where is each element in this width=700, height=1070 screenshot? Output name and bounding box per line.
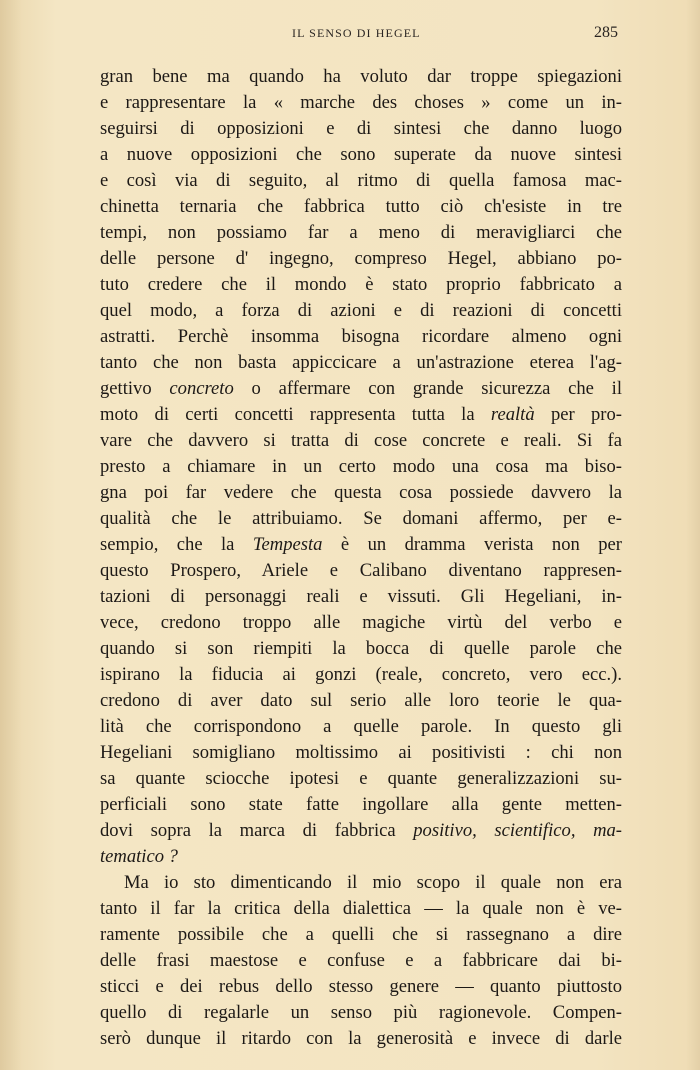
- text-line: a nuove opposizioni che sono superate da nuove sintesi: [100, 144, 622, 165]
- italic-text-run: tematico ?: [100, 846, 178, 867]
- text-line: lità che corrispondono a quelle parole. In questo gli: [100, 716, 622, 737]
- text-line: tempi, non possiamo far a meno di meravigliarci che: [100, 222, 622, 243]
- text-line: sticci e dei rebus dello stesso genere — quanto piuttosto: [100, 976, 622, 997]
- text-line: [100, 818, 622, 844]
- text-line: tanto il far la critica della dialettica — la quale non è ve-: [100, 898, 622, 919]
- text-line: serò dunque il ritardo con la generosità e invece di darle: [100, 1028, 622, 1049]
- page-right-edge-shading: [686, 0, 700, 1070]
- text-line: Hegeliani somigliano moltissimo ai positivisti : chi non: [100, 742, 622, 763]
- text-line: gna poi far vedere che questa cosa possiede davvero la: [100, 482, 622, 503]
- text-line: ispirano la fiducia ai gonzi (reale, concreto, vero ecc.).: [100, 664, 622, 685]
- text-line: e così via di seguito, al ritmo di quella famosa mac-: [100, 170, 622, 191]
- page-number: 285: [594, 24, 618, 41]
- text-line: tanto che non basta appiccicare a un'astrazione eterea l'ag-: [100, 352, 622, 373]
- text-run: è un dramma verista non per: [322, 534, 622, 555]
- text-line: delle frasi maestose e confuse e a fabbricare dai bi-: [100, 950, 622, 971]
- text-line: [100, 376, 622, 402]
- running-title: IL SENSO DI HEGEL: [292, 26, 421, 40]
- italic-text-run: Tempesta: [252, 534, 323, 555]
- text-line: qualità che le attribuiamo. Se domani affermo, per e-: [100, 508, 622, 529]
- text-line: sa quante sciocche ipotesi e quante generalizzazioni su-: [100, 768, 622, 789]
- text-line: questo Prospero, Ariele e Calibano diventano rappresen-: [100, 560, 622, 581]
- body-text: [100, 64, 622, 1052]
- italic-text-run: realtà: [490, 404, 535, 425]
- text-line: astratti. Perchè insomma bisogna ricordare almeno ogni: [100, 326, 622, 347]
- text-line: quello di regalarle un senso più ragionevole. Compen-: [100, 1002, 622, 1023]
- text-line: vece, credono troppo alle magiche virtù del verbo e: [100, 612, 622, 633]
- text-line: chinetta ternaria che fabbrica tutto ciò ch'esiste in tre: [100, 196, 622, 217]
- text-run: moto di certi concetti rappresenta tutta la: [100, 404, 491, 425]
- text-run: o affermare con grande sicurezza che il: [233, 378, 622, 399]
- text-line: Ma io sto dimenticando il mio scopo il quale non era: [124, 872, 622, 893]
- text-line: credono di aver dato sul serio alle loro teorie le qua-: [100, 690, 622, 711]
- italic-text-run: concreto: [169, 378, 234, 399]
- text-line: [100, 844, 622, 870]
- text-line: delle persone d' ingegno, compreso Hegel, abbiano po-: [100, 248, 622, 269]
- text-line: presto a chiamare in un certo modo una cosa ma biso-: [100, 456, 622, 477]
- text-line: quel modo, a forza di azioni e di reazioni di concetti: [100, 300, 622, 321]
- text-line: vare che davvero si tratta di cose concrete e reali. Si fa: [100, 430, 622, 451]
- text-line: ramente possibile che a quelli che si rassegnano a dire: [100, 924, 622, 945]
- text-line: seguirsi di opposizioni e di sintesi che danno luogo: [100, 118, 622, 139]
- text-run: per pro-: [534, 404, 622, 425]
- text-line: [100, 402, 622, 428]
- text-line: tazioni di personaggi reali e vissuti. Gli Hegeliani, in-: [100, 586, 622, 607]
- page-left-edge-shading: [0, 0, 22, 1070]
- text-line: tuto credere che il mondo è stato proprio fabbricato a: [100, 274, 622, 295]
- page-header: [0, 24, 700, 48]
- text-line: gran bene ma quando ha voluto dar troppe spiegazioni: [100, 66, 622, 87]
- italic-text-run: positivo, scientifico, ma-: [413, 820, 622, 841]
- text-run: dovi sopra la marca di fabbrica: [100, 820, 414, 841]
- text-line: quando si son riempiti la bocca di quelle parole che: [100, 638, 622, 659]
- text-run: sempio, che la: [100, 534, 253, 555]
- text-line: perficiali sono state fatte ingollare alla gente metten-: [100, 794, 622, 815]
- text-line: [100, 532, 622, 558]
- text-line: e rappresentare la « marche des choses » come un in-: [100, 92, 622, 113]
- text-run: gettivo: [100, 378, 170, 399]
